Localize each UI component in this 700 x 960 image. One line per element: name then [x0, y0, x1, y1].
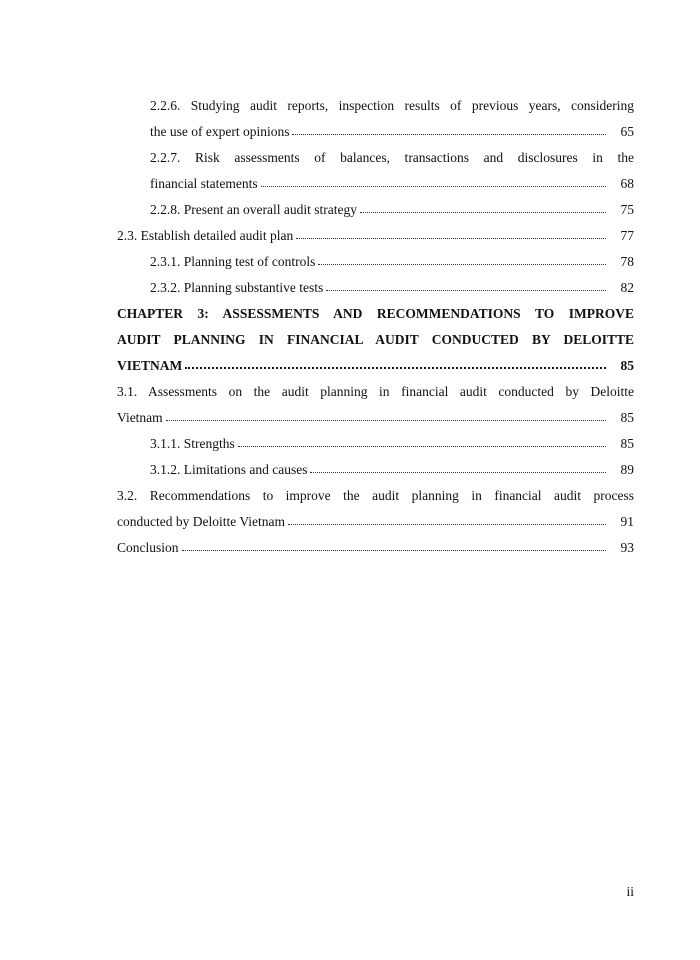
- page-number: ii: [626, 884, 634, 899]
- toc-page-number: 75: [620, 202, 634, 217]
- toc-entry-label: financial statements: [150, 176, 258, 191]
- toc-entry-label: 3.1.2. Limitations and causes: [150, 462, 308, 477]
- toc-chapter-heading: AUDIT PLANNING IN FINANCIAL AUDIT CONDUCTED BY DELOITTE: [117, 332, 634, 347]
- dot-leader: [185, 360, 606, 370]
- toc-entry-conclusion: [117, 535, 634, 561]
- dot-leader: [292, 126, 606, 136]
- toc-page-number: 82: [620, 280, 634, 295]
- toc-entry-2-2-7-line1: [117, 145, 634, 171]
- dot-leader: [166, 412, 606, 422]
- toc-entry-3-1-1: [117, 431, 634, 457]
- dot-leader: [326, 282, 606, 292]
- toc-entry-2-3-2: [117, 275, 634, 301]
- toc-page-number: 91: [620, 514, 634, 529]
- toc-page-number: 93: [620, 540, 634, 555]
- toc-entry-label: 3.1. Assessments on the audit planning in financial audit conducted by Deloitte: [117, 384, 634, 399]
- toc-entry-3-2-line1: [117, 483, 634, 509]
- toc-entry-label: 3.2. Recommendations to improve the audit planning in financial audit process: [117, 488, 634, 503]
- toc-entry-2-2-7: [117, 171, 634, 197]
- table-of-contents: [117, 93, 634, 561]
- toc-entry-3-1-2: [117, 457, 634, 483]
- toc-page-number: 85: [620, 436, 634, 451]
- toc-entry-3-1: [117, 405, 634, 431]
- toc-entry-2-2-8: [117, 197, 634, 223]
- toc-chapter-3-line2: [117, 327, 634, 353]
- toc-entry-label: the use of expert opinions: [150, 124, 290, 139]
- toc-chapter-heading: CHAPTER 3: ASSESSMENTS AND RECOMMENDATIONS TO IMPROVE: [117, 306, 634, 321]
- toc-entry-3-2: [117, 509, 634, 535]
- toc-entry-3-1-line1: [117, 379, 634, 405]
- toc-entry-2-2-6-line1: [117, 93, 634, 119]
- toc-entry-2-3-1: [117, 249, 634, 275]
- toc-entry-label: 2.2.7. Risk assessments of balances, transactions and disclosures in the: [150, 150, 634, 165]
- dot-leader: [310, 464, 606, 474]
- toc-entry-label: 2.3.2. Planning substantive tests: [150, 280, 324, 295]
- toc-entry-2-2-6: [117, 119, 634, 145]
- toc-entry-2-3: [117, 223, 634, 249]
- dot-leader: [238, 438, 606, 448]
- toc-page-number: 68: [620, 176, 634, 191]
- toc-entry-label: 2.2.6. Studying audit reports, inspection results of previous years, considering: [150, 98, 634, 113]
- dot-leader: [288, 516, 606, 526]
- dot-leader: [296, 230, 606, 240]
- toc-entry-label: 2.3.1. Planning test of controls: [150, 254, 316, 269]
- toc-page-number: 89: [620, 462, 634, 477]
- toc-chapter-3: [117, 353, 634, 379]
- toc-chapter-heading: VIETNAM: [117, 358, 183, 373]
- toc-entry-label: Vietnam: [117, 410, 163, 425]
- toc-entry-label: conducted by Deloitte Vietnam: [117, 514, 286, 529]
- toc-entry-label: 3.1.1. Strengths: [150, 436, 235, 451]
- toc-entry-label: 2.3. Establish detailed audit plan: [117, 228, 294, 243]
- toc-page-number: 85: [620, 410, 634, 425]
- toc-entry-label: 2.2.8. Present an overall audit strategy: [150, 202, 357, 217]
- dot-leader: [360, 204, 606, 214]
- toc-page-number: 78: [620, 254, 634, 269]
- toc-chapter-3-line1: [117, 301, 634, 327]
- toc-entry-label: Conclusion: [117, 540, 179, 555]
- toc-page-number: 65: [620, 124, 634, 139]
- toc-page-number: 85: [620, 358, 634, 373]
- dot-leader: [318, 256, 606, 266]
- dot-leader: [182, 542, 606, 552]
- dot-leader: [261, 178, 606, 188]
- toc-page-number: 77: [620, 228, 634, 243]
